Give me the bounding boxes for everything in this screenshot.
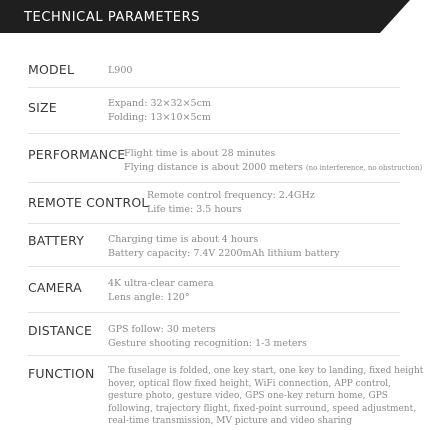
param-value-text: Flying distance is about 2000 meters	[124, 161, 303, 173]
divider	[28, 312, 400, 313]
param-value-line: Lens angle: 120°	[108, 291, 190, 303]
divider	[28, 133, 400, 134]
param-label: DISTANCE	[28, 323, 93, 338]
param-value-line: Remote control frequency: 2.4GHz	[147, 190, 315, 201]
param-value-line: real-time transmission, MV picture and video sharing	[108, 416, 353, 426]
param-value-line: Gesture shooting recognition: 1-3 meters	[108, 337, 307, 349]
page-title: TECHNICAL PARAMETERS	[24, 10, 201, 25]
param-value-line: following, trajectory flight, fixed-point surround, speed adjustment,	[108, 403, 417, 414]
param-value	[108, 323, 307, 350]
param-value-line: L900	[108, 65, 133, 76]
param-value	[108, 97, 211, 124]
param-label: REMOTE CONTROL	[28, 195, 149, 210]
param-label: BATTERY	[28, 233, 85, 248]
param-value	[108, 277, 214, 304]
param-value-line: gesture photo, gesture video, GPS one-key return home, GPS	[108, 391, 388, 401]
param-value-line: Flight time is about 28 minutes	[124, 148, 276, 159]
param-value	[108, 233, 340, 260]
param-value	[124, 147, 422, 175]
param-value-line: Folding: 13×10×5cm	[108, 111, 211, 123]
divider	[28, 182, 400, 183]
divider	[28, 355, 400, 356]
param-value-line: Charging time is about 4 hours	[108, 234, 259, 245]
divider	[28, 266, 400, 267]
param-value-line: GPS follow: 30 meters	[108, 324, 216, 335]
param-value	[108, 365, 423, 428]
param-value-line: Life time: 3.5 hours	[147, 203, 242, 215]
param-value	[108, 64, 132, 78]
param-value-line: The fuselage is folded, one key start, one key to landing, fixed height	[108, 366, 424, 376]
param-label: FUNCTION	[28, 366, 95, 381]
param-label: CAMERA	[28, 280, 82, 295]
param-note: (no interference, no obstruction)	[305, 163, 423, 172]
param-value	[147, 189, 315, 216]
param-label: SIZE	[28, 100, 57, 115]
header-bar	[0, 0, 430, 33]
param-value-line: Expand: 32×32×5cm	[108, 98, 211, 109]
header-accent	[380, 0, 430, 33]
param-value-line	[124, 161, 422, 176]
param-value-line: hover, optical flow fixed height, WiFi connection, APP control,	[108, 378, 391, 389]
divider	[28, 87, 400, 88]
param-label: MODEL	[28, 62, 75, 77]
param-value-line: 4K ultra-clear camera	[108, 278, 214, 289]
param-value-line: Battery capacity: 7.4V 2200mAh lithium battery	[108, 247, 340, 259]
param-label: PERFORMANCE	[28, 147, 126, 162]
divider	[28, 223, 400, 224]
